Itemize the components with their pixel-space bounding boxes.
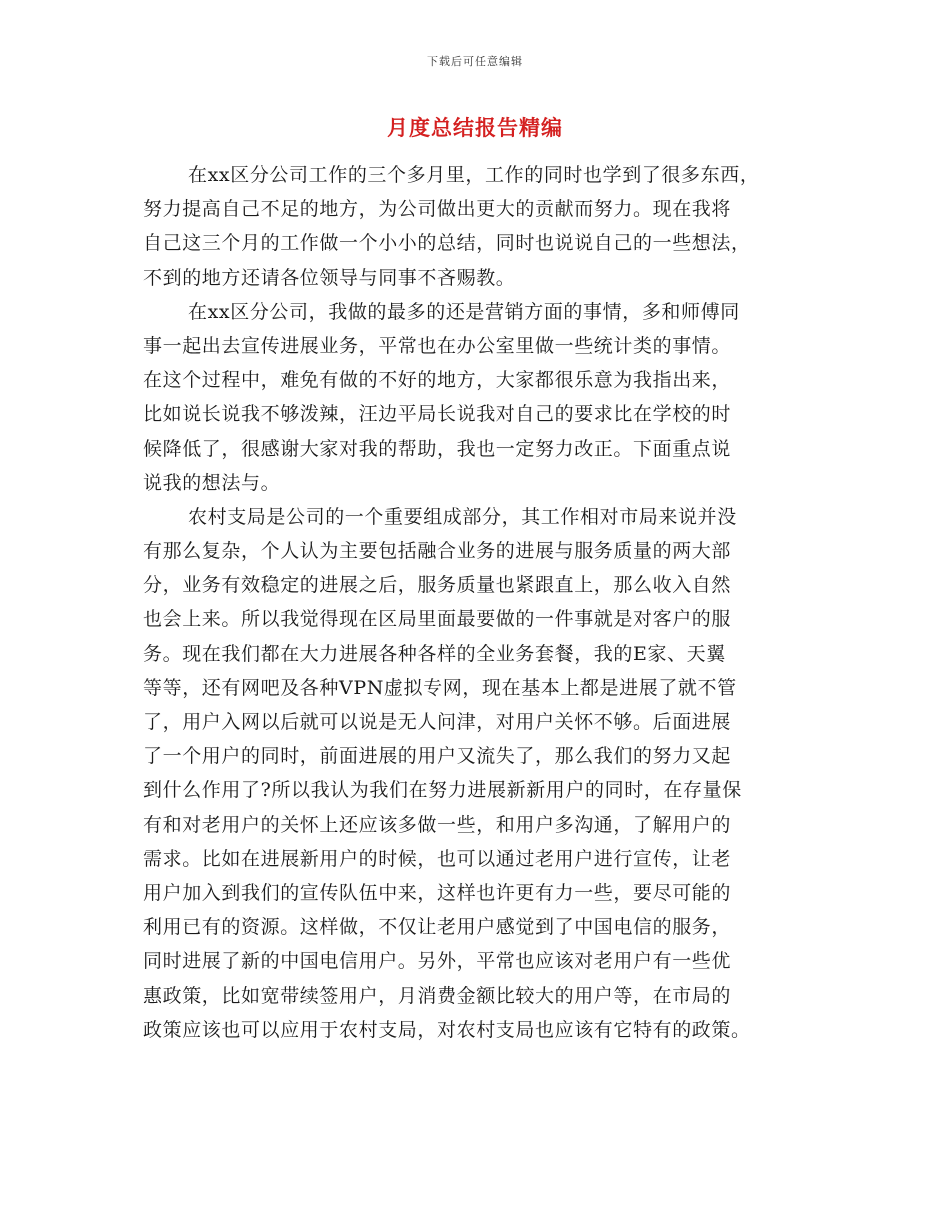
body-line: 也会上来。所以我觉得现在区局里面最要做的一件事就是对客户的服 — [143, 608, 732, 631]
body-line: 需求。比如在进展新用户的时候，也可以通过老用户进行宣传，让老 — [143, 847, 732, 870]
body-line: 事一起出去宣传进展业务，平常也在办公室里做一些统计类的事情。 — [143, 334, 732, 357]
body-line: 自己这三个月的工作做一个小小的总结，同时也说说自己的一些想法， — [143, 232, 751, 255]
body-line: 比如说长说我不够泼辣，汪边平局长说我对自己的要求比在学校的时 — [143, 403, 732, 426]
body-line: 利用已有的资源。这样做，不仅让老用户感觉到了中国电信的服务， — [143, 916, 732, 939]
body-line: 政策应该也可以应用于农村支局，对农村支局也应该有它特有的政策。 — [143, 1018, 751, 1041]
body-line: 不到的地方还请各位领导与同事不吝赐教。 — [143, 266, 516, 289]
body-line: 务。现在我们都在大力进展各种各样的全业务套餐，我的E家、天翼 — [143, 642, 726, 665]
body-line: 农村支局是公司的一个重要组成部分，其工作相对市局来说并没 — [188, 505, 737, 528]
body-line: 有那么复杂，个人认为主要包括融合业务的进展与服务质量的两大部 — [143, 540, 732, 563]
body-line: 了一个用户的同时，前面进展的用户又流失了，那么我们的努力又起 — [143, 745, 732, 768]
body-line: 分，业务有效稳定的进展之后，服务质量也紧跟直上，那么收入自然 — [143, 574, 732, 597]
body-line: 候降低了，很感谢大家对我的帮助，我也一定努力改正。下面重点说 — [143, 437, 732, 460]
body-line: 在这个过程中，难免有做的不好的地方，大家都很乐意为我指出来， — [143, 369, 732, 392]
body-line: 有和对老用户的关怀上还应该多做一些，和用户多沟通，了解用户的 — [143, 813, 732, 836]
body-line: 了，用户入网以后就可以说是无人问津，对用户关怀不够。后面进展 — [143, 711, 732, 733]
body-line: 到什么作用了?所以我认为我们在努力进展新新用户的同时，在存量保 — [143, 779, 742, 802]
document-body — [143, 158, 803, 1047]
body-line: 惠政策，比如宽带续签用户，月消费金额比较大的用户等，在市局的 — [143, 984, 732, 1007]
body-line: 同时进展了新的中国电信用户。另外，平常也应该对老用户有一些优 — [143, 950, 732, 973]
body-line: 说我的想法与。 — [143, 471, 281, 494]
body-line: 努力提高自己不足的地方，为公司做出更大的贡献而努力。现在我将 — [143, 198, 732, 221]
document-title: 月度总结报告精编 — [387, 116, 563, 140]
body-line: 在xx区分公司，我做的最多的还是营销方面的事情，多和师傅同 — [188, 300, 740, 323]
body-line: 用户加入到我们的宣传队伍中来，这样也许更有力一些，要尽可能的 — [143, 881, 732, 904]
body-line: 在xx区分公司工作的三个多月里，工作的同时也学到了很多东西， — [188, 164, 760, 186]
body-line: 等等，还有网吧及各种VPN虚拟专网，现在基本上都是进展了就不管 — [143, 676, 737, 699]
header-note: 下载后可任意编辑 — [427, 55, 523, 68]
